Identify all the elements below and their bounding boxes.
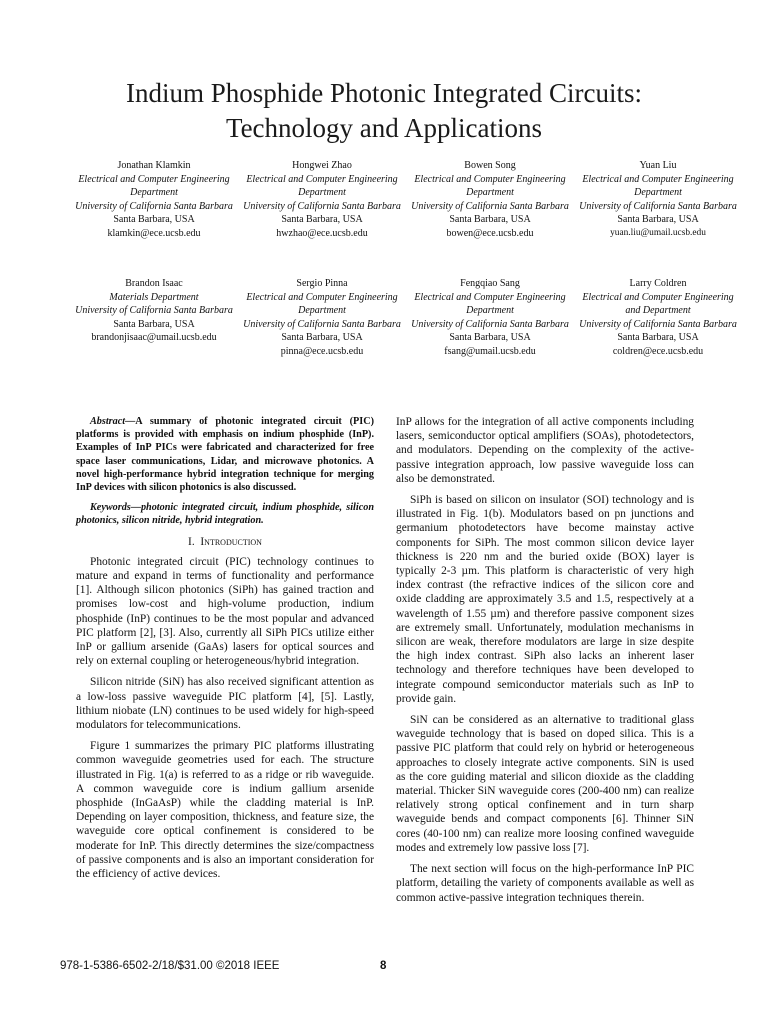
title-line-2: Technology and Applications	[225, 113, 543, 143]
author-row-1	[70, 159, 742, 241]
author-name: Sergio Pinna	[296, 278, 348, 289]
author-row-2	[70, 277, 742, 359]
author-name: Yuan Liu	[639, 160, 677, 171]
author-block	[70, 159, 238, 241]
author-univ: University of California Santa Barbara	[579, 318, 737, 330]
body-paragraph: SiN can be considered as an alternative to traditional glass waveguide technology that is based on doped silica. This is a passive PIC platform that could rely on hybrid or heterogeneous approaches to closely integrate active components. SiN is used as the core guiding material and silicon dioxide as the cladding material. Thicker SiN waveguide cores (200-400 nm) can realize relatively strong optical confinement and in turn sharp waveguide bends and compact components [6]. Thinner SiN cores (40-100 nm) can realize more loosing confined waveguide modes and extremely low passive loss [7].	[396, 714, 694, 854]
author-name: Bowen Song	[464, 160, 516, 171]
paper-title	[40, 76, 728, 146]
author-univ: University of California Santa Barbara	[75, 200, 233, 212]
title-line-1: Indium Phosphide Photonic Integrated Circuits:	[126, 78, 642, 108]
author-email[interactable]: pinna@ece.ucsb.edu	[280, 345, 364, 357]
author-block	[238, 277, 406, 359]
author-dept: Materials Department	[109, 291, 199, 303]
author-univ: University of California Santa Barbara	[411, 200, 569, 212]
author-dept: Electrical and Computer Engineering Department	[414, 173, 566, 199]
author-email[interactable]: klamkin@ece.ucsb.edu	[107, 227, 201, 239]
author-block	[406, 159, 574, 241]
body-paragraph: Photonic integrated circuit (PIC) technology continues to mature and expand in terms of functionality and performance [1]. Although silicon photonics (SiPh) has gained traction and promises low-cost and high-volume production, indium phosphide (InP) continues to be the most popular and advanced PIC platform [2], [3]. Also, currently all SiPh PICs utilize either InP or gallium arsenide (GaAs) lasers for optical sources and rely on external coupling or heterogeneous/hybrid integration.	[76, 555, 374, 668]
author-email[interactable]: brandonjisaac@umail.ucsb.edu	[91, 332, 217, 344]
author-location: Santa Barbara, USA	[617, 332, 699, 344]
author-dept: Electrical and Computer Engineering Department	[78, 173, 230, 199]
author-block	[238, 159, 406, 241]
author-univ: University of California Santa Barbara	[243, 318, 401, 330]
author-univ: University of California Santa Barbara	[411, 318, 569, 330]
author-name: Brandon Isaac	[125, 278, 183, 289]
author-block	[70, 277, 238, 359]
keywords: Keywords—photonic integrated circuit, indium phosphide, silicon photonics, silicon nitride, hybrid integration.	[76, 502, 374, 527]
author-name: Fengqiao Sang	[460, 278, 520, 289]
body-paragraph: Figure 1 summarizes the primary PIC platforms illustrating common waveguide geometries used for each. The structure illustrated in Fig. 1(a) is referred to as a ridge or rib waveguide. A common waveguide core is indium gallium arsenide phosphide (InGaAsP) while the cladding material is InP. Depending on layer composition, thickness, and feature size, the waveguide core optical confinement is considered to be moderate for InP. This directly determines the size/compactness of passive components and is also an important consideration for the efficiency of active devices.	[76, 740, 374, 881]
author-name: Jonathan Klamkin	[117, 160, 191, 171]
author-dept: Electrical and Computer Engineering Department	[414, 291, 566, 317]
author-location: Santa Barbara, USA	[449, 214, 531, 226]
author-block	[574, 277, 742, 359]
body-paragraph: The next section will focus on the high-performance InP PIC platform, detailing the variety of components available as well as common active-passive integration techniques therein.	[396, 863, 694, 904]
section-title: Introduction	[200, 535, 262, 548]
author-location: Santa Barbara, USA	[449, 332, 531, 344]
abstract	[76, 415, 374, 494]
author-univ: University of California Santa Barbara	[579, 200, 737, 212]
abstract-lead: Abstract—	[90, 416, 136, 427]
author-univ: University of California Santa Barbara	[243, 200, 401, 212]
author-email[interactable]: yuan.liu@umail.ucsb.edu	[610, 227, 706, 238]
section-number: I.	[188, 535, 195, 548]
right-column	[396, 415, 694, 912]
author-location: Santa Barbara, USA	[113, 214, 195, 226]
author-dept: Electrical and Computer Engineering and Department	[582, 291, 734, 317]
body-paragraph: Silicon nitride (SiN) has also received significant attention as a low-loss passive waveguide PIC platform [4], [5]. Lastly, lithium niobate (LN) continues to be used widely for high-speed modulators for telecommunications.	[76, 676, 374, 732]
copyright-footer: 978-1-5386-6502-2/18/$31.00 ©2018 IEEE	[60, 960, 280, 972]
author-email[interactable]: hwzhao@ece.ucsb.edu	[276, 227, 368, 239]
author-dept: Electrical and Computer Engineering Department	[246, 291, 398, 317]
author-dept: Electrical and Computer Engineering Department	[582, 173, 734, 199]
left-column	[76, 415, 374, 888]
body-paragraph: SiPh is based on silicon on insulator (SOI) technology and is illustrated in Fig. 1(b). Modulators based on pn junctions and germanium photodetectors have become mainstay active components for SiPh. The most common silicon device layer thickness is 220 nm and the buried oxide (BOX) layer is typically 2-3 µm. This platform is characteristic of very high index contrast (the refractive indices of the silicon core and oxide cladding are approximately 3.5 and 1.5, respectively at a wavelength of 1.55 µm) and therefore passive component sizes are extremely small. Unfortunately, modulation mechanisms in silicon are weak, therefore modulators are large in size despite the high index contrast. SiPh also lacks an inherent laser technology and therefore techniques have been developed to integrate compound semiconductor materials such as InP to provide gain.	[396, 494, 694, 705]
page-number: 8	[380, 960, 387, 972]
author-email[interactable]: fsang@umail.ucsb.edu	[444, 345, 536, 357]
author-email[interactable]: bowen@ece.ucsb.edu	[446, 227, 534, 239]
author-location: Santa Barbara, USA	[281, 332, 363, 344]
author-email[interactable]: coldren@ece.ucsb.edu	[612, 345, 704, 357]
author-dept: Electrical and Computer Engineering Department	[246, 173, 398, 199]
author-block	[574, 159, 742, 241]
author-location: Santa Barbara, USA	[113, 318, 195, 330]
body-paragraph: InP allows for the integration of all active components including lasers, semiconductor optical amplifiers (SOAs), photodetectors, and modulators. Depending on the complexity of the active-passive integration approach, low passive waveguide loss can also be demonstrated.	[396, 416, 694, 485]
author-univ: University of California Santa Barbara	[75, 305, 233, 317]
section-heading	[76, 535, 374, 549]
author-block	[406, 277, 574, 359]
author-location: Santa Barbara, USA	[281, 214, 363, 226]
author-name: Larry Coldren	[629, 278, 687, 289]
author-name: Hongwei Zhao	[292, 160, 352, 171]
abstract-body: A summary of photonic integrated circuit (PIC) platforms is provided with emphasis on indium phosphide (InP). Examples of InP PICs were fabricated and characterized for free space laser communications, Lidar, and microwave photonics. A novel high-performance hybrid integration technique for merging InP devices with silicon photonics is also discussed.	[76, 416, 374, 494]
author-location: Santa Barbara, USA	[617, 214, 699, 226]
